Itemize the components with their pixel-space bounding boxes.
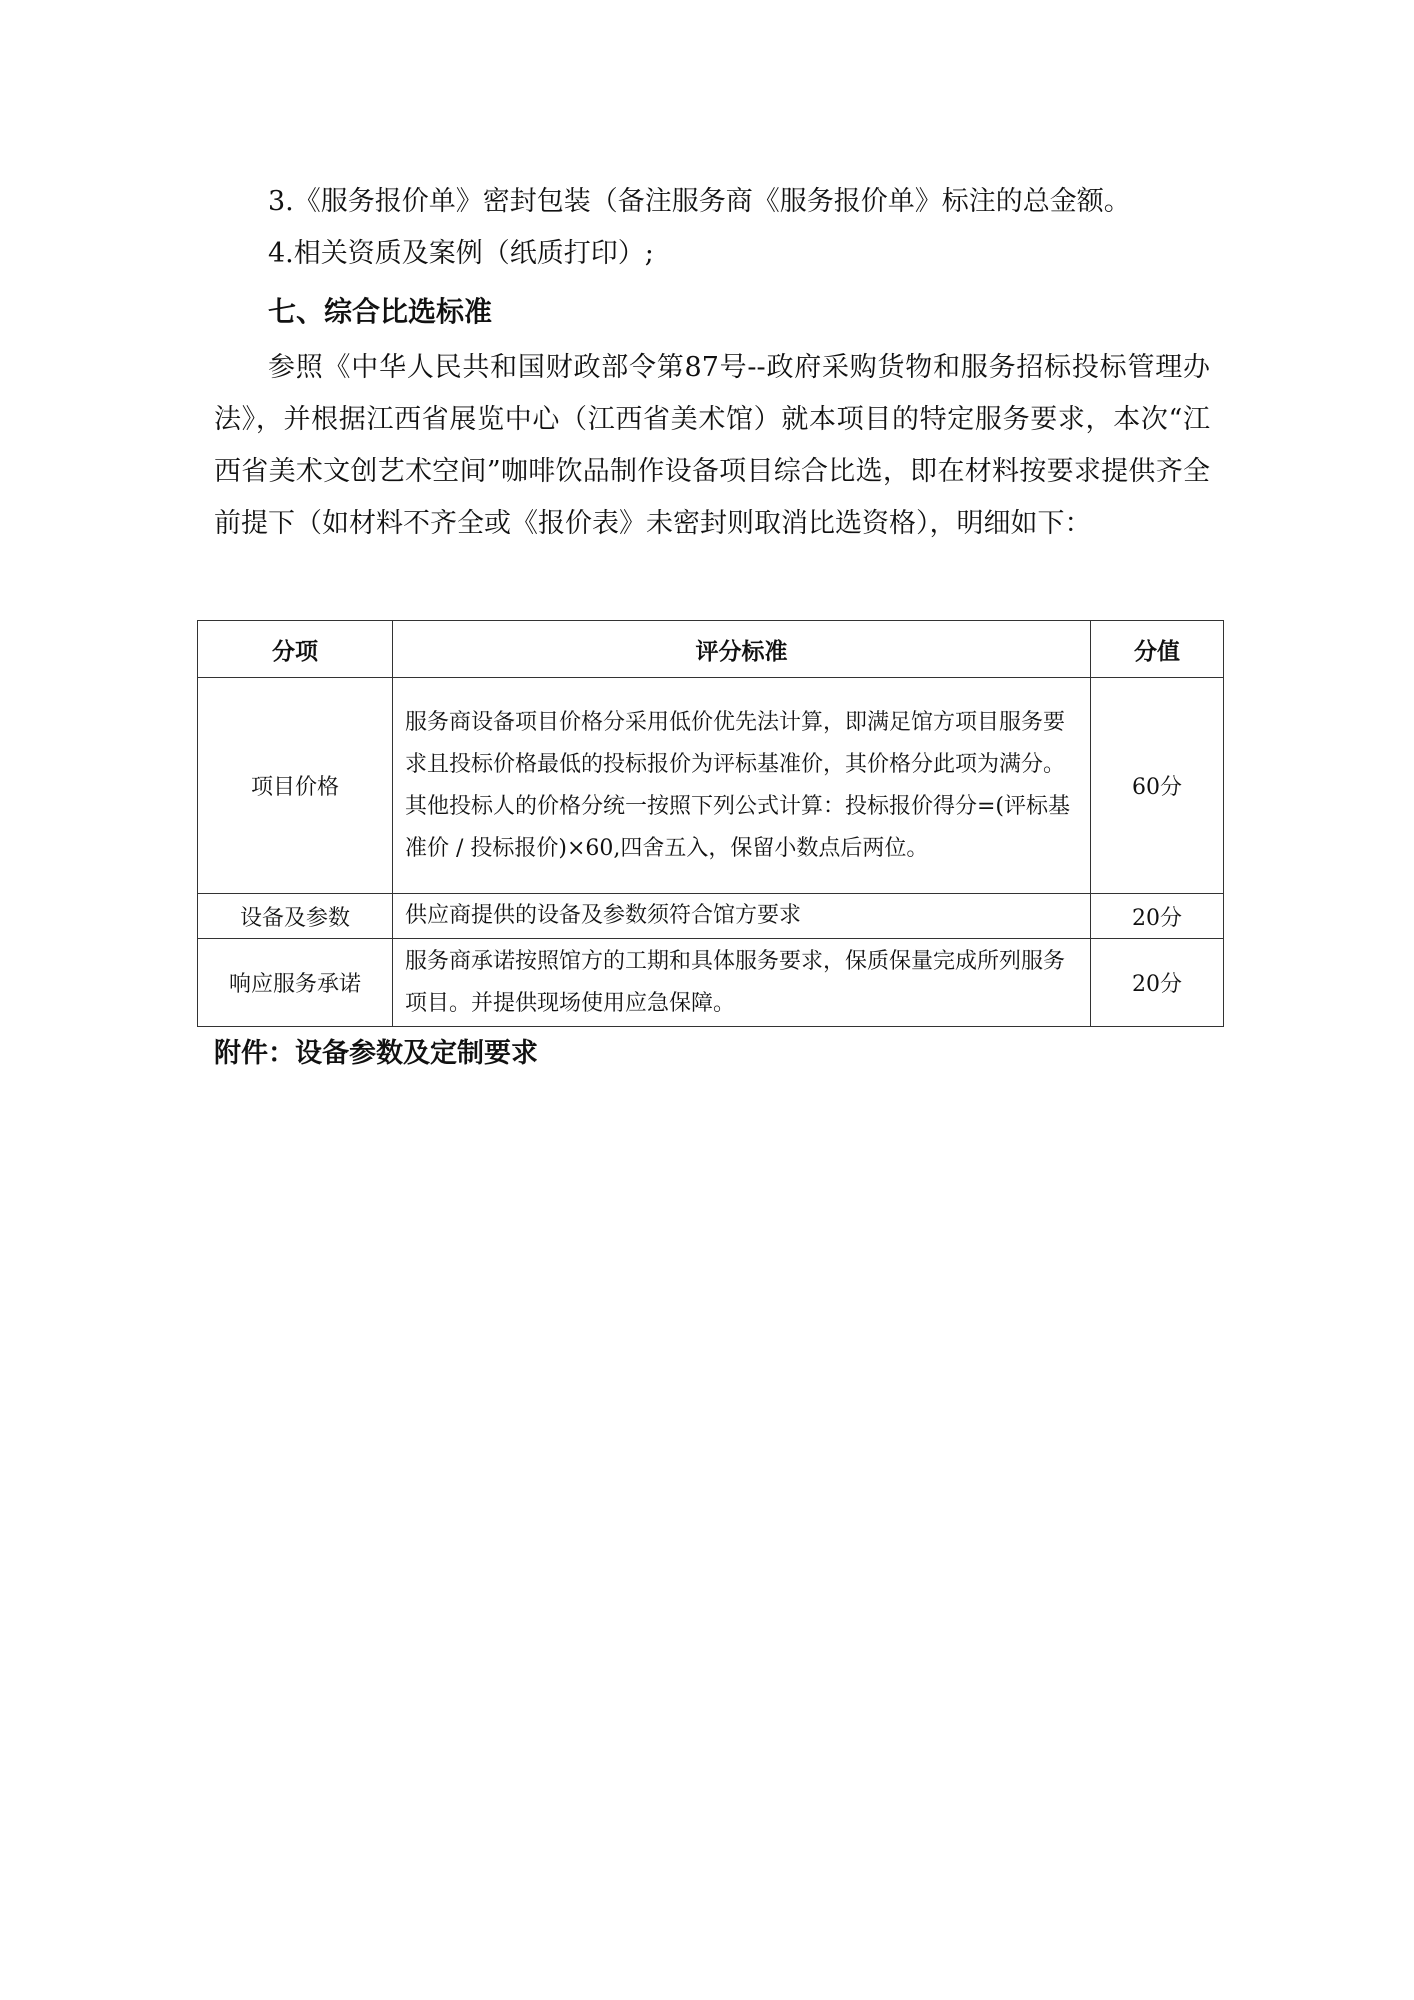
row-criteria: 供应商提供的设备及参数须符合馆方要求 — [393, 894, 1091, 939]
header-item: 分项 — [198, 621, 393, 678]
row-item: 响应服务承诺 — [198, 939, 393, 1027]
row-score: 20分 — [1091, 939, 1224, 1027]
row-item: 设备及参数 — [198, 894, 393, 939]
scoring-table — [197, 620, 1224, 1027]
header-score: 分值 — [1091, 621, 1224, 678]
table-row — [198, 678, 1224, 894]
section-paragraph: 参照《中华人民共和国财政部令第87号--政府采购货物和服务招标投标管理办法》，并根据江西省展览中心（江西省美术馆）就本项目的特定服务要求，本次“江西省美术文创艺术空间”咖啡饮品制作设备项目综合比选，即在材料按要求提供齐全前提下（如材料不齐全或《报价表》未密封则取消比选资格），明细如下： — [214, 352, 1210, 539]
table-row — [198, 894, 1224, 939]
row-criteria: 服务商设备项目价格分采用低价优先法计算，即满足馆方项目服务要求且投标价格最低的投标报价为评标基准价，其价格分此项为满分。其他投标人的价格分统一按照下列公式计算：投标报价得分=(评标基准价 / 投标报价)×60,四舍五入，保留小数点后两位。 — [393, 678, 1091, 894]
list-item-3: 3.《服务报价单》密封包装（备注服务商《服务报价单》标注的总金额。 — [268, 186, 1131, 217]
row-score: 60分 — [1091, 678, 1224, 894]
row-criteria: 服务商承诺按照馆方的工期和具体服务要求，保质保量完成所列服务项目。并提供现场使用应急保障。 — [393, 939, 1091, 1027]
row-item: 项目价格 — [198, 678, 393, 894]
attachment-title: 附件：设备参数及定制要求 — [214, 1038, 538, 1069]
table-header-row — [198, 621, 1224, 678]
table-row — [198, 939, 1224, 1027]
section-heading: 七、综合比选标准 — [268, 295, 493, 328]
row-score: 20分 — [1091, 894, 1224, 939]
list-item-4: 4.相关资质及案例（纸质打印）; — [268, 238, 654, 269]
header-criteria: 评分标准 — [393, 621, 1091, 678]
